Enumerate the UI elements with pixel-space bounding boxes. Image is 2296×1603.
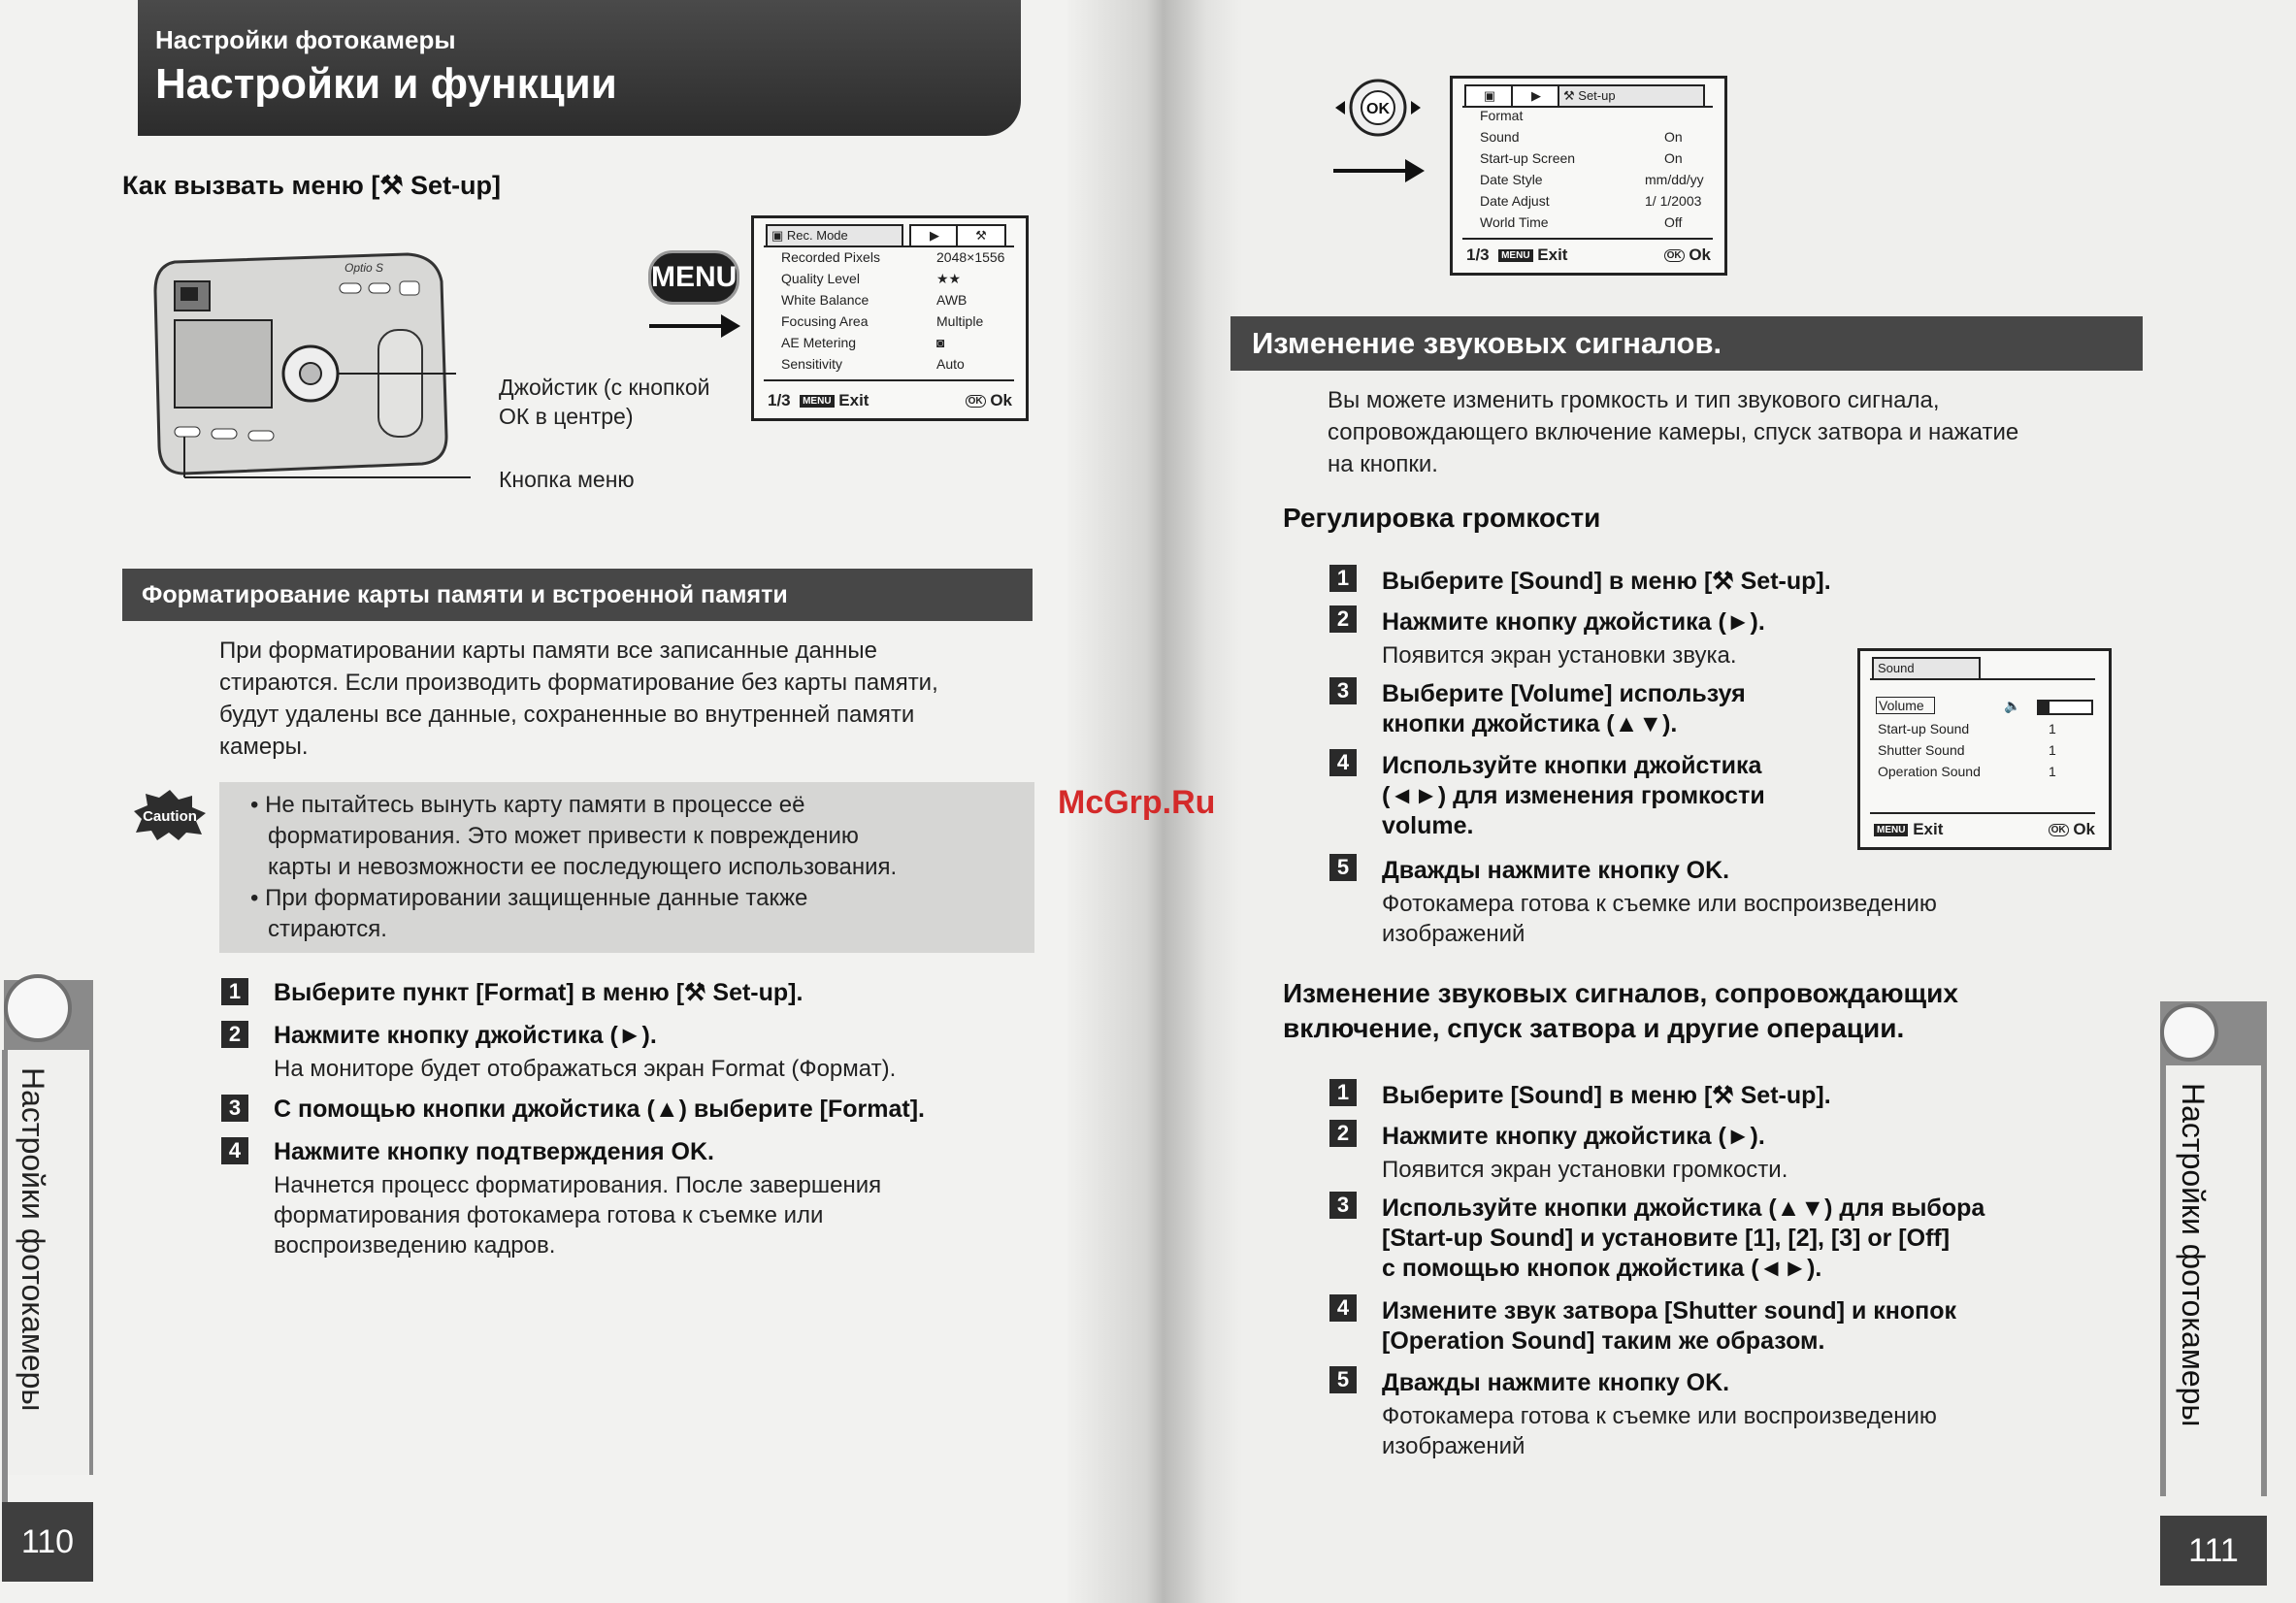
step-description-line: Начнется процесс форматирования. После завершения [274, 1172, 882, 1198]
volume-bar-fill [2039, 702, 2050, 713]
menu-footer [1466, 245, 1711, 265]
menu-row-label: Date Style [1480, 172, 1543, 187]
step-title-line: с помощью кнопок джойстика (◄►). [1382, 1255, 1822, 1282]
menu-row-value: 1 [2049, 742, 2056, 758]
menu-footer [1874, 820, 2095, 839]
menu-key-badge: MENU [800, 395, 834, 408]
menu-row-value: 1/ 1/2003 [1645, 193, 1702, 209]
heading-line: включение, спуск затвора и другие операции. [1283, 1013, 1905, 1043]
step-title: Выберите [Sound] в меню [⚒ Set-up]. [1382, 568, 1831, 595]
step-description-line: форматирования фотокамера готова к съемке или [274, 1202, 824, 1228]
arrow-right-icon [1329, 153, 1427, 188]
playback-tab-icon: ▶ [909, 224, 960, 245]
step-title-line: Выберите [Volume] используя [1382, 680, 1746, 707]
step-description [1382, 889, 1937, 949]
side-tab-label: Настройки фотокамеры [2176, 1083, 2211, 1427]
step-description-line: изображений [1382, 921, 1525, 947]
side-tab-circle [4, 974, 72, 1042]
caution-badge-icon [132, 788, 208, 842]
menu-page-indicator: 1/3 [768, 391, 791, 409]
menu-row [781, 292, 1004, 308]
camera-tab-icon: ▣ [1464, 84, 1515, 106]
menu-row-label: Start-up Screen [1480, 150, 1576, 166]
step-description: Появится экран установки звука. [1382, 642, 1737, 669]
change-sound-heading [1283, 976, 1958, 1046]
step-number: 1 [1329, 1079, 1357, 1106]
menu-row-value: Multiple [936, 313, 984, 329]
menu-row-value: On [1664, 150, 1683, 166]
step-title: Дважды нажмите кнопку OK. [1382, 1369, 1730, 1396]
joystick-caption [499, 373, 709, 431]
step-number: 1 [221, 978, 248, 1005]
bullet-line: форматирования. Это может привести к повреждению [268, 823, 859, 849]
step-number: 5 [1329, 854, 1357, 881]
format-description [219, 635, 1034, 763]
menu-row-value: AWB [936, 292, 968, 308]
speaker-icon: 🔈 [2004, 698, 2021, 713]
menu-row [781, 313, 1004, 329]
step-title: Нажмите кнопку подтверждения OK. [274, 1138, 714, 1165]
camera-illustration [146, 243, 456, 485]
step-title-line: Измените звук затвора [Shutter sound] и кнопок [1382, 1297, 1957, 1325]
step-number: 5 [1329, 1366, 1357, 1393]
menu-row-value: 1 [2049, 721, 2056, 736]
paragraph-line: сопровождающего включение камеры, спуск затвора и нажатие [1328, 419, 2019, 445]
ok-label: Ok [2073, 820, 2095, 838]
bullet-line: карты и невозможности ее последующего использования. [268, 854, 898, 880]
step-description-line: воспроизведению кадров. [274, 1232, 556, 1259]
format-section-title: Форматирование карты памяти и встроенной памяти [122, 569, 1033, 621]
joystick-ok-label: OK [1366, 101, 1390, 117]
menu-row-label: White Balance [781, 292, 869, 308]
side-tab-circle [2160, 1003, 2218, 1062]
joystick-ok-icon [1329, 74, 1427, 142]
joystick-caption-line: ОК в центре) [499, 404, 634, 429]
step-title-line: [Start-up Sound] и установите [1], [2], [3] or [Off] [1382, 1225, 1951, 1252]
menu-row-label: Sensitivity [781, 356, 843, 372]
step-description [274, 1170, 881, 1260]
menu-row-value: ★★ [936, 271, 962, 286]
page-number: 110 [2, 1502, 93, 1582]
step-title-line: Используйте кнопки джойстика [1382, 752, 1762, 779]
sound-screen [1857, 648, 2112, 850]
paragraph-line: на кнопки. [1328, 451, 1438, 477]
step-number: 2 [1329, 1120, 1357, 1147]
step-description-line: изображений [1382, 1433, 1525, 1459]
setup-tab: ⚒ Set-up [1558, 84, 1705, 106]
menu-row [781, 335, 1004, 350]
menu-row [1878, 742, 2101, 758]
rec-mode-tab-label: Rec. Mode [786, 228, 848, 243]
step-title: Выберите [Sound] в меню [⚒ Set-up]. [1382, 1082, 1831, 1109]
step-title-line: volume. [1382, 812, 1474, 839]
menu-page-indicator: 1/3 [1466, 245, 1490, 264]
volume-bar [2037, 700, 2093, 715]
menu-row-value: 1 [2049, 764, 2056, 779]
section-label: Настройки фотокамеры [155, 25, 456, 54]
setup-menu-screen [1450, 76, 1727, 276]
ok-key-badge: OK [2049, 824, 2069, 836]
setup-heading: Как вызвать меню [⚒ Set-up] [122, 171, 502, 200]
menu-row [1480, 214, 1703, 230]
menu-row-value: ◙ [936, 335, 945, 350]
ok-key-badge: OK [966, 395, 986, 408]
step-title-line: кнопки джойстика (▲▼). [1382, 710, 1678, 737]
menu-row-label: Quality Level [781, 271, 860, 286]
step-description [1382, 1401, 1937, 1461]
caution-bullet: • Не пытайтесь вынуть карту памяти в процессе её форматирования. Это может привести к повреждению карты и невозможности ее последующего использования. • При форматировании защищенные данные также стираются. [268, 790, 897, 945]
step-title: С помощью кнопки джойстика (▲) выберите [Format]. [274, 1096, 925, 1123]
menu-row [1878, 764, 2101, 779]
paragraph-line: будут удалены все данные, сохраненные во внутренней памяти [219, 702, 915, 728]
side-tab-edge [2, 1050, 8, 1535]
menu-row-label: Shutter Sound [1878, 742, 1965, 758]
paragraph-line: стираются. Если производить форматирование без карты памяти, [219, 670, 938, 696]
step-number: 4 [1329, 749, 1357, 776]
step-number: 1 [1329, 565, 1357, 592]
menu-button-icon: MENU [648, 250, 739, 305]
menu-row [1480, 129, 1703, 145]
menu-row-label: Volume [1876, 697, 1935, 714]
step-title: Нажмите кнопку джойстика (►). [274, 1022, 657, 1049]
paragraph-line: камеры. [219, 734, 309, 760]
step-title-line: (◄►) для изменения громкости [1382, 782, 1765, 809]
sound-tab: Sound [1872, 657, 1981, 678]
menu-row [1480, 108, 1703, 123]
step-number: 4 [221, 1137, 248, 1164]
step-title [1382, 1194, 1984, 1284]
exit-label: Exit [838, 391, 869, 409]
playback-tab-icon: ▶ [1511, 84, 1561, 106]
step-description-line: Фотокамера готова к съемке или воспроизведению [1382, 1403, 1937, 1429]
step-title [1382, 679, 1746, 739]
paragraph-line: Вы можете изменить громкость и тип звукового сигнала, [1328, 387, 1940, 413]
step-number: 3 [1329, 1192, 1357, 1219]
step-title: Нажмите кнопку джойстика (►). [1382, 1123, 1765, 1150]
rec-mode-screen [751, 215, 1029, 421]
menu-row-label: Date Adjust [1480, 193, 1550, 209]
menu-row-label: World Time [1480, 214, 1549, 230]
sound-row-volume [1876, 698, 2099, 713]
menu-row-label: Format [1480, 108, 1524, 123]
step-title-line: Используйте кнопки джойстика (▲▼) для выбора [1382, 1194, 1985, 1222]
menu-row [781, 356, 1004, 372]
step-title: Дважды нажмите кнопку OK. [1382, 857, 1730, 884]
sound-description [1328, 384, 2143, 480]
menu-row-label: Sound [1480, 129, 1520, 145]
menu-row-value: 2048×1556 [936, 249, 1005, 265]
heading-line: Изменение звуковых сигналов, сопровождающих [1283, 978, 1958, 1008]
step-description-line: Фотокамера готова к съемке или воспроизведению [1382, 891, 1937, 917]
step-title-line: [Operation Sound] таким же образом. [1382, 1327, 1825, 1355]
menu-row [781, 271, 1004, 286]
paragraph-line: При форматировании карты памяти все записанные данные [219, 638, 877, 664]
step-title: Нажмите кнопку джойстика (►). [1382, 608, 1765, 636]
step-number: 3 [221, 1095, 248, 1122]
exit-label: Exit [1913, 820, 1944, 838]
arrow-right-icon [645, 309, 742, 344]
camera-model-label: Optio S [344, 261, 384, 275]
side-tab-label: Настройки фотокамеры [16, 1067, 50, 1412]
page-title: Настройки и функции [155, 60, 617, 108]
step-number: 3 [1329, 677, 1357, 704]
menu-key-badge: MENU [1874, 824, 1908, 836]
menu-row-value: Off [1664, 214, 1683, 230]
menu-button-caption: Кнопка меню [499, 467, 635, 492]
ok-key-badge: OK [1664, 249, 1685, 262]
caution-label: Caution [143, 808, 197, 825]
step-description: Появится экран установки громкости. [1382, 1157, 1788, 1183]
menu-row-value: Auto [936, 356, 965, 372]
menu-row-label: Focusing Area [781, 313, 869, 329]
ok-label: Ok [1689, 245, 1711, 264]
bullet-line: Не пытайтесь вынуть карту памяти в процессе её [265, 792, 805, 818]
rec-mode-tab: ▣ Rec. Mode [766, 224, 903, 245]
menu-row [1878, 721, 2101, 736]
menu-row-value: mm/dd/yy [1645, 172, 1704, 187]
menu-row [1480, 193, 1703, 209]
menu-key-badge: MENU [1498, 249, 1532, 262]
step-description: На мониторе будет отображаться экран Format (Формат). [274, 1056, 897, 1082]
sound-section-title: Изменение звуковых сигналов. [1230, 316, 2143, 371]
menu-row [781, 249, 1004, 265]
step-number: 4 [1329, 1294, 1357, 1322]
menu-button-leader [175, 466, 476, 490]
exit-label: Exit [1537, 245, 1568, 264]
menu-row [1480, 150, 1703, 166]
menu-row-label: Operation Sound [1878, 764, 1981, 779]
bullet-line: стираются. [268, 916, 387, 942]
menu-row-value: On [1664, 129, 1683, 145]
setup-tab-label: Set-up [1578, 88, 1616, 103]
menu-row-label: Recorded Pixels [781, 249, 880, 265]
bullet-line: При форматировании защищенные данные также [265, 885, 808, 911]
watermark: McGrp.Ru [1058, 784, 1216, 821]
setup-tab-icon: ⚒ [956, 224, 1006, 245]
step-number: 2 [1329, 605, 1357, 633]
menu-row [1480, 172, 1703, 187]
step-title [1382, 751, 1765, 841]
step-title: Выберите пункт [Format] в меню [⚒ Set-up]. [274, 979, 804, 1006]
step-number: 2 [221, 1021, 248, 1048]
step-title [1382, 1296, 1956, 1357]
menu-row-label: AE Metering [781, 335, 857, 350]
menu-row-label: Start-up Sound [1878, 721, 1970, 736]
joystick-caption-line: Джойстик (с кнопкой [499, 375, 710, 400]
page-number: 111 [2160, 1516, 2267, 1586]
ok-label: Ok [990, 391, 1012, 409]
menu-footer [768, 391, 1012, 410]
volume-heading: Регулировка громкости [1283, 503, 1601, 533]
